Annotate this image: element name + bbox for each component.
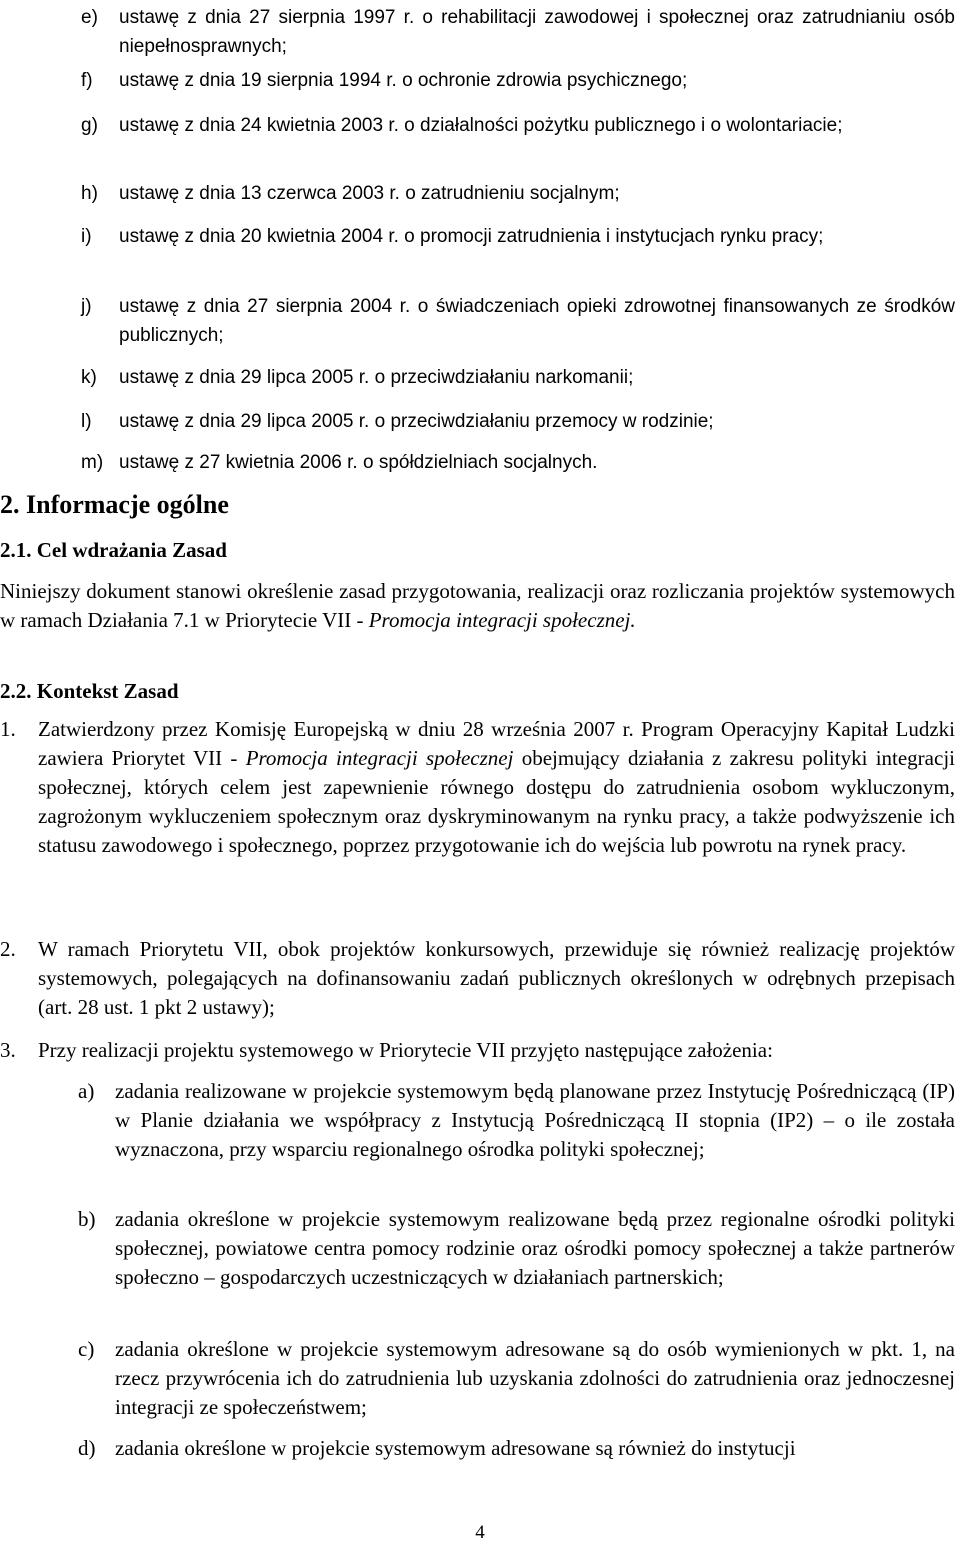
- lettered-item: [78, 1205, 955, 1292]
- list-item-label: j): [81, 296, 92, 317]
- text-run-italic: Promocja integracji społecznej: [245, 746, 514, 770]
- paragraph-text: Niniejszy dokument stanowi określenie zasad przygotowania, realizacji oraz rozliczania projektów systemowych w ramach Działania 7.1 w Priorytecie VII -: [0, 579, 955, 632]
- list-item-text: ustawę z dnia 13 czerwca 2003 r. o zatrudnieniu socjalnym;: [119, 183, 620, 204]
- subsection-heading: 2.1. Cel wdrażania Zasad: [0, 538, 227, 562]
- list-item-text: ustawę z dnia 29 lipca 2005 r. o przeciwdziałaniu narkomanii;: [119, 367, 634, 388]
- page-number: [0, 1522, 960, 1544]
- text-run: Zatwierdzony przez Komisję Europejską w dniu 28 września 2007 r. Program Operacyjny Kapitał Ludzki zawiera Priorytet VII -: [38, 717, 955, 770]
- numbered-item-label: 2.: [0, 937, 16, 961]
- list-item-text: ustawę z dnia 24 kwietnia 2003 r. o działalności pożytku publicznego i o wolontariacie;: [119, 115, 843, 136]
- list-item-label: e): [81, 7, 98, 28]
- list-item-text: ustawę z dnia 29 lipca 2005 r. o przeciwdziałaniu przemocy w rodzinie;: [119, 411, 714, 432]
- page-number-text: 4: [475, 1522, 485, 1543]
- list-item: [81, 407, 955, 436]
- list-item: [81, 448, 955, 477]
- list-item: [81, 222, 955, 251]
- list-item-label: m): [81, 452, 104, 473]
- lettered-item-label: a): [78, 1079, 95, 1103]
- lettered-item-text: zadania określone w projekcie systemowym adresowane są do osób wymienionych w pkt. 1, na rzecz przywrócenia ich do zatrudnienia lub uzyskania zdolności do zatrudnienia oraz jednoczesnej integracji ze społeczeństwem;: [115, 1337, 955, 1419]
- lettered-item-label: d): [78, 1436, 96, 1460]
- list-item-text: ustawę z dnia 27 sierpnia 2004 r. o świadczeniach opieki zdrowotnej finansowanych ze środków publicznych;: [119, 296, 955, 346]
- numbered-item-label: 3.: [0, 1038, 16, 1062]
- list-item: [81, 111, 955, 140]
- lettered-item-label: b): [78, 1207, 96, 1231]
- lettered-item: [78, 1077, 955, 1164]
- numbered-item: [0, 715, 955, 860]
- numbered-item-text: [38, 715, 955, 860]
- numbered-item: [0, 1036, 955, 1065]
- list-item-text: ustawę z 27 kwietnia 2006 r. o spółdzielniach socjalnych.: [119, 452, 598, 473]
- list-item: [81, 179, 955, 208]
- list-item-label: g): [81, 115, 98, 136]
- intro-paragraph: [0, 577, 955, 635]
- lettered-item: [78, 1434, 955, 1463]
- subsection-heading: 2.2. Kontekst Zasad: [0, 679, 179, 703]
- numbered-item: [0, 935, 955, 1022]
- list-item-text: ustawę z dnia 19 sierpnia 1994 r. o ochronie zdrowia psychicznego;: [119, 70, 688, 91]
- list-item-label: i): [81, 226, 92, 247]
- section-heading: 2. Informacje ogólne: [0, 490, 229, 519]
- list-item: [81, 363, 955, 392]
- lettered-item-text: zadania realizowane w projekcie systemowym będą planowane przez Instytucję Pośredniczącą (IP) w Planie działania we współpracy z Instytucją Pośredniczącą II stopnia (IP2) – o ile została wyznaczona, przy wsparciu regionalnego ośrodka polityki społecznej;: [115, 1079, 955, 1161]
- numbered-item-text: Przy realizacji projektu systemowego w Priorytecie VII przyjęto następujące założenia:: [38, 1038, 773, 1062]
- list-item: [81, 3, 955, 61]
- list-item-text: ustawę z dnia 27 sierpnia 1997 r. o rehabilitacji zawodowej i społecznej oraz zatrudnianiu osób niepełnosprawnych;: [119, 7, 955, 57]
- paragraph-italic-text: Promocja integracji społecznej.: [368, 608, 636, 632]
- list-item-label: f): [81, 70, 93, 91]
- lettered-item-text: zadania określone w projekcie systemowym adresowane są również do instytucji: [115, 1436, 796, 1460]
- list-item: [81, 66, 955, 95]
- list-item-text: ustawę z dnia 20 kwietnia 2004 r. o promocji zatrudnienia i instytucjach rynku pracy;: [119, 226, 824, 247]
- lettered-item-text: zadania określone w projekcie systemowym realizowane będą przez regionalne ośrodki polityki społecznej, powiatowe centra pomocy rodzinie oraz ośrodki pomocy społecznej a także partnerów społeczno – gospodarczych uczestniczących w działaniach partnerskich;: [115, 1207, 955, 1289]
- list-item: [81, 292, 955, 350]
- list-item-label: l): [81, 411, 92, 432]
- lettered-item: [78, 1335, 955, 1422]
- list-item-label: h): [81, 183, 98, 204]
- text-run: obejmujący działania z zakresu polityki integracji społecznej, których celem jest zapewnienie równego dostępu do zatrudnienia osobom wykluczonym, zagrożonym wykluczeniem społecznym oraz dyskryminowanym na rynku pracy, a także podwyższenie ich statusu zawodowego i społecznego, poprzez przygotowanie ich do wejścia lub powrotu na rynek pracy.: [38, 746, 955, 857]
- list-item-label: k): [81, 367, 97, 388]
- numbered-item-label: 1.: [0, 717, 16, 741]
- numbered-item-text: W ramach Priorytetu VII, obok projektów konkursowych, przewiduje się również realizację projektów systemowych, polegających na dofinansowaniu zadań publicznych określonych w odrębnych przepisach (art. 28 ust. 1 pkt 2 ustawy);: [38, 937, 955, 1019]
- lettered-item-label: c): [78, 1337, 95, 1361]
